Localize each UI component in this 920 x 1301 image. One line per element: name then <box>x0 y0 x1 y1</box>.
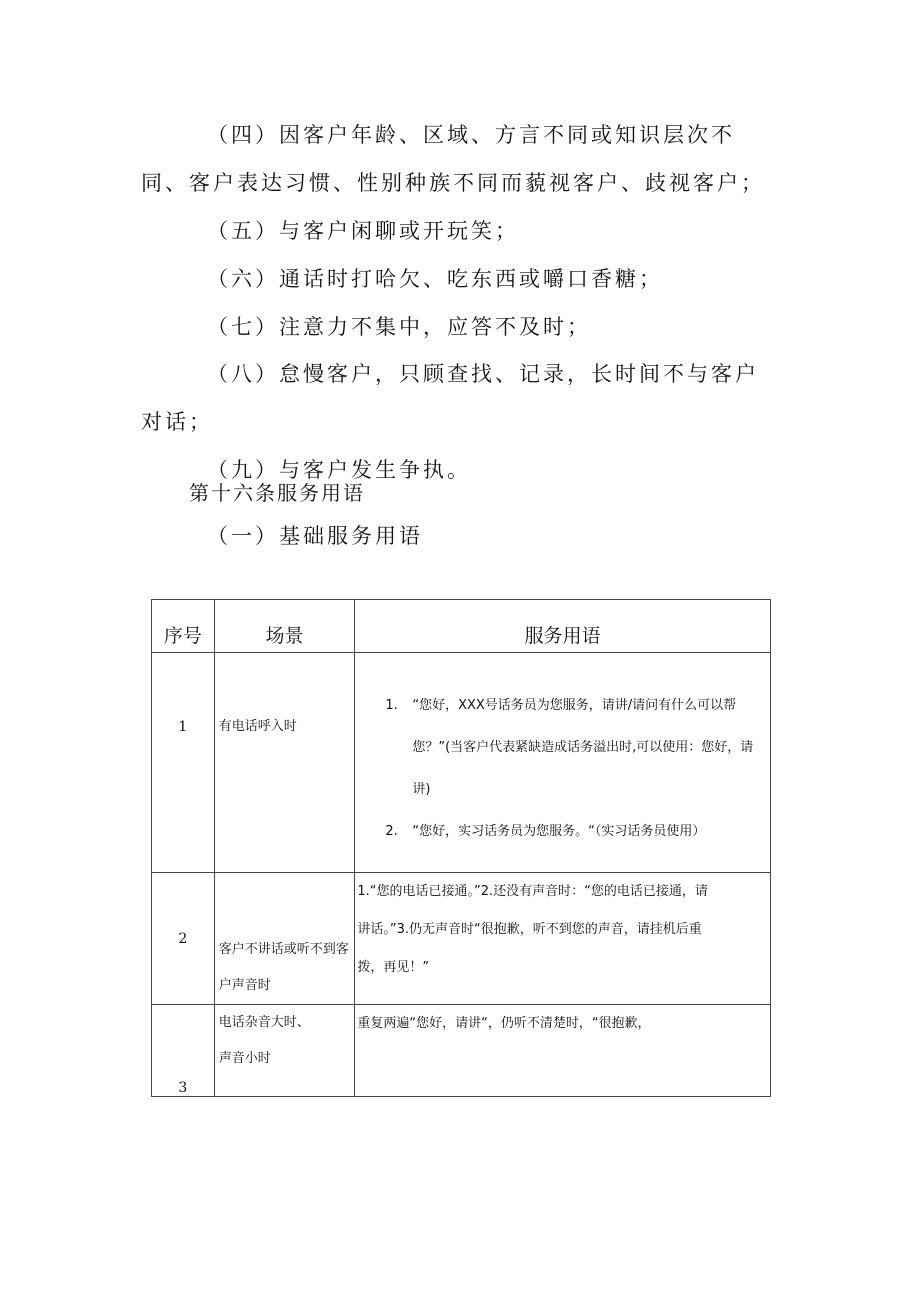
paragraph-item-6: （六）通话时打哈欠、吃东西或嚼口香糖； <box>207 267 663 291</box>
paragraph-item-5: （五）与客户闲聊或开玩笑； <box>207 219 519 243</box>
header-scene: 场景 <box>214 600 355 653</box>
list-item <box>355 685 770 811</box>
row-num: 2 <box>152 873 215 1005</box>
paragraph-item-9: （九）与客户发生争执。 <box>207 458 471 482</box>
row-scene: 有电话呼入时 <box>214 653 355 873</box>
paragraph-item-8: （八）怠慢客户，只顾查找、记录，长时间不与客户对话； <box>141 362 759 434</box>
header-terms: 服务用语 <box>355 600 771 653</box>
header-num: 序号 <box>152 600 215 653</box>
table-row <box>152 1005 771 1097</box>
row-terms: 1.“您的电话已接通。”2.还没有声音时：“您的电话已接通，请讲话。”3.仍无声音时“很抱歉，听不到您的声音，请挂机后重拨，再见！” <box>355 873 771 1005</box>
list-item-number: 2. <box>385 824 398 839</box>
row-terms <box>355 653 771 873</box>
row-terms: 重复两遍“您好，请讲“，仍听不清楚时，“很抱歉， <box>355 1005 771 1097</box>
list-item <box>355 811 770 853</box>
table-row <box>152 653 771 873</box>
section-heading: （一）基础服务用语 <box>207 524 423 548</box>
list-item-text: “您好，XXX号话务员为您服务，请讲/请问有什么可以帮您？”(当客户代表紧缺造成话务溢出时,可以使用：您好，请讲) <box>412 698 754 797</box>
row-scene: 客户不讲话或听不到客户声音时 <box>214 873 355 1005</box>
article-heading: 第十六条服务用语 <box>189 481 365 505</box>
row-num: 3 <box>152 1005 215 1097</box>
paragraph-item-4: （四）因客户年龄、区域、方言不同或知识层次不同、客户表达习惯、性别种族不同而藐视客户、歧视客户； <box>141 123 765 195</box>
service-terms-table <box>151 599 771 1097</box>
list-item-number: 1. <box>385 698 398 713</box>
list-item-text: “您好，实习话务员为您服务。“（实习话务员使用） <box>412 824 706 839</box>
row-num: 1 <box>152 653 215 873</box>
table-header-row <box>152 600 771 653</box>
paragraph-item-7: （七）注意力不集中，应答不及时； <box>207 315 591 339</box>
table-row <box>152 873 771 1005</box>
row-scene: 电话杂音大时、声音小时 <box>214 1005 355 1097</box>
